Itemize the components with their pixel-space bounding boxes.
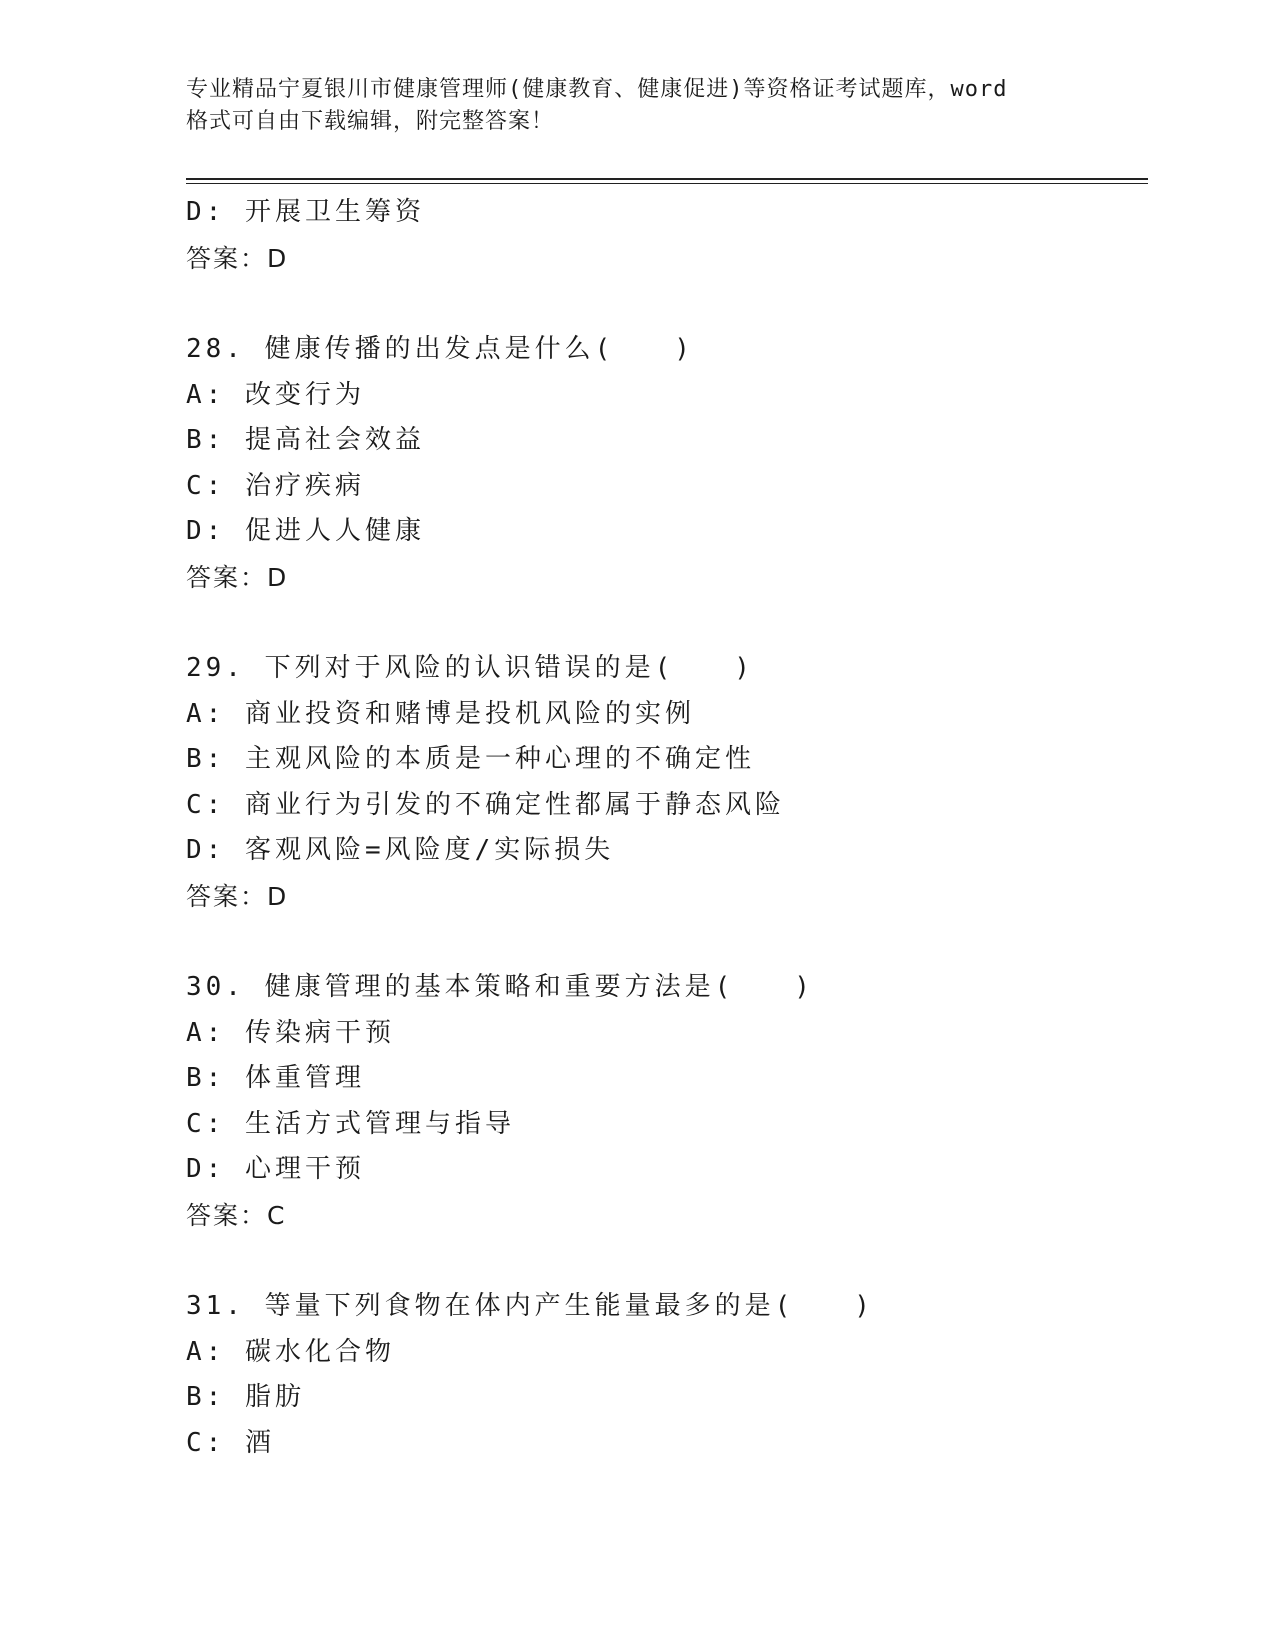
question-31 xyxy=(186,1284,1146,1466)
option-d: D: 促进人人健康 xyxy=(186,516,425,546)
option-a: A: 传染病干预 xyxy=(186,1017,395,1048)
page-header xyxy=(186,74,1086,138)
option-b: B: 主观风险的本质是一种心理的不确定性 xyxy=(186,744,755,774)
option-b: B: 脂肪 xyxy=(186,1382,305,1412)
question-stem: 31. 等量下列食物在体内产生能量最多的是( ) xyxy=(186,1291,874,1321)
question-30 xyxy=(186,965,1146,1238)
question-stem: 30. 健康管理的基本策略和重要方法是( ) xyxy=(186,972,814,1002)
option-d: D: 客观风险=风险度/实际损失 xyxy=(186,835,615,865)
header-line-2: 格式可自由下载编辑，附完整答案！ xyxy=(186,109,555,134)
option-d: D: 开展卫生筹资 xyxy=(186,197,425,227)
question-stem: 29. 下列对于风险的认识错误的是( ) xyxy=(186,653,754,683)
answer-line: 答案：D xyxy=(186,562,289,592)
option-c: C: 酒 xyxy=(186,1427,275,1458)
spacer xyxy=(186,281,1146,327)
question-29 xyxy=(186,646,1146,919)
header-line-1: 专业精品宁夏银川市健康管理师(健康教育、健康促进)等资格证考试题库，word xyxy=(186,77,1008,102)
option-a: A: 改变行为 xyxy=(186,379,365,410)
question-stem: 28. 健康传播的出发点是什么( ) xyxy=(186,334,694,364)
option-d: D: 心理干预 xyxy=(186,1154,365,1184)
option-a: A: 商业投资和赌博是投机风险的实例 xyxy=(186,698,695,729)
option-b: B: 体重管理 xyxy=(186,1063,365,1093)
option-a: A: 碳水化合物 xyxy=(186,1336,395,1367)
question-list xyxy=(186,190,1146,1466)
option-c: C: 商业行为引发的不确定性都属于静态风险 xyxy=(186,789,785,820)
option-c: C: 生活方式管理与指导 xyxy=(186,1108,515,1139)
option-b: B: 提高社会效益 xyxy=(186,425,425,455)
answer-line: 答案：D xyxy=(186,881,289,911)
question-28 xyxy=(186,327,1146,600)
header-divider-thin xyxy=(186,183,1148,184)
answer-line: 答案：C xyxy=(186,1200,287,1230)
spacer xyxy=(186,600,1146,646)
option-c: C: 治疗疾病 xyxy=(186,470,365,501)
header-divider xyxy=(186,178,1148,180)
spacer xyxy=(186,919,1146,965)
answer-line: 答案：D xyxy=(186,243,289,273)
spacer xyxy=(186,1238,1146,1284)
